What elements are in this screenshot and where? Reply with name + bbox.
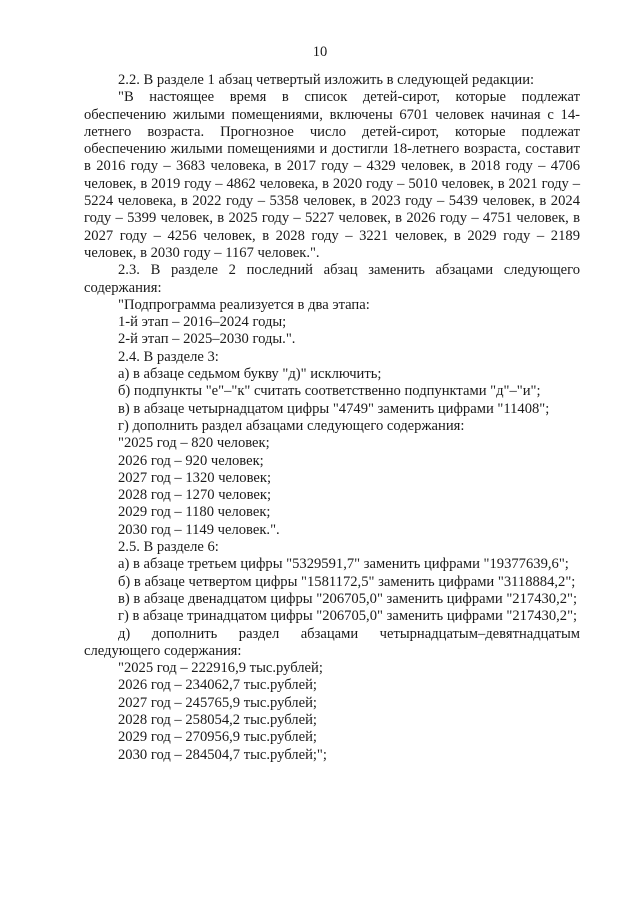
- paragraph-2-2: 2.2. В разделе 1 абзац четвертый изложить в следующей редакции:: [118, 72, 535, 88]
- paragraph-2-4-a: а) в абзаце седьмом букву "д)" исключить;: [118, 366, 382, 383]
- page-number: 10: [312, 44, 328, 60]
- list-item-2026-funding: 2026 год – 234062,7 тыс.рублей;: [118, 677, 317, 694]
- paragraph-2-3: 2.3. В разделе 2 последний абзац заменить абзацами следующего содержания:: [84, 262, 580, 296]
- document-body: [84, 72, 580, 764]
- list-item-2030-funding: 2030 год – 284504,7 тыс.рублей;";: [118, 746, 327, 763]
- list-item-2025-people: "2025 год – 820 человек;: [118, 435, 270, 452]
- paragraph-stages-intro: "Подпрограмма реализуется в два этапа:: [118, 296, 370, 313]
- paragraph-2-4-b: б) подпункты "е"–"к" считать соответственно подпунктами "д"–"и";: [118, 383, 541, 400]
- paragraph-2-5: 2.5. В разделе 6:: [118, 539, 219, 556]
- list-item-2027-funding: 2027 год – 245765,9 тыс.рублей;: [118, 694, 317, 711]
- paragraph-2-2-text: "В настоящее время в список детей-сирот, которые подлежат обеспечению жилыми помещениями, включены 6701 человек начиная с 14-летнего возраста. Прогнозное число детей-сирот, которые подлежат обеспечению жилыми помещениями и достигли 18-летнего возраста, составит в 2016 году – 3683 человека, в 2017 году – 4329 человек, в 2018 году – 4706 человек, в 2019 году – 4862 человека, в 2020 году – 5010 человек, в 2021 году – 5224 человека, в 2022 году – 5358 человек, в 2023 году – 5439 человек, в 2024 году – 5399 человек, в 2025 году – 5227 человек, в 2026 году – 4751 человек, в 2027 году – 4256 человек, в 2028 году – 3221 человек, в 2029 году – 2189 человек, в 2030 году – 1167 человек.".: [84, 89, 580, 261]
- paragraph-2-4: 2.4. В разделе 3:: [118, 348, 219, 365]
- paragraph-2-4-d: г) дополнить раздел абзацами следующего содержания:: [118, 417, 465, 434]
- paragraph-2-4-c: в) в абзаце четырнадцатом цифры "4749" заменить цифрами "11408";: [118, 400, 550, 417]
- list-item-2028-people: 2028 год – 1270 человек;: [118, 487, 272, 504]
- list-item-2029-funding: 2029 год – 270956,9 тыс.рублей;: [118, 729, 317, 746]
- list-item-2025-funding: "2025 год – 222916,9 тыс.рублей;: [118, 660, 323, 677]
- list-item-2030-people: 2030 год – 1149 человек.".: [118, 521, 280, 538]
- paragraph-2-5-c: в) в абзаце двенадцатом цифры "206705,0" заменить цифрами "217430,2";: [118, 590, 578, 607]
- paragraph-stage-1: 1-й этап – 2016–2024 годы;: [118, 314, 287, 331]
- paragraph-2-5-b: б) в абзаце четвертом цифры "1581172,5" заменить цифрами "3118884,2";: [118, 573, 576, 590]
- list-item-2028-funding: 2028 год – 258054,2 тыс.рублей;: [118, 711, 317, 728]
- list-item-2029-people: 2029 год – 1180 человек;: [118, 504, 271, 521]
- list-item-2027-people: 2027 год – 1320 человек;: [118, 469, 272, 486]
- list-item-2026-people: 2026 год – 920 человек;: [118, 452, 264, 469]
- paragraph-2-5-a: а) в абзаце третьем цифры "5329591,7" заменить цифрами "19377639,6";: [118, 556, 569, 573]
- paragraph-stage-2: 2-й этап – 2025–2030 годы.".: [118, 331, 296, 348]
- paragraph-2-5-e: д) дополнить раздел абзацами четырнадцатым–девятнадцатым следующего содержания:: [84, 625, 580, 659]
- paragraph-2-5-d: г) в абзаце тринадцатом цифры "206705,0" заменить цифрами "217430,2";: [118, 608, 578, 625]
